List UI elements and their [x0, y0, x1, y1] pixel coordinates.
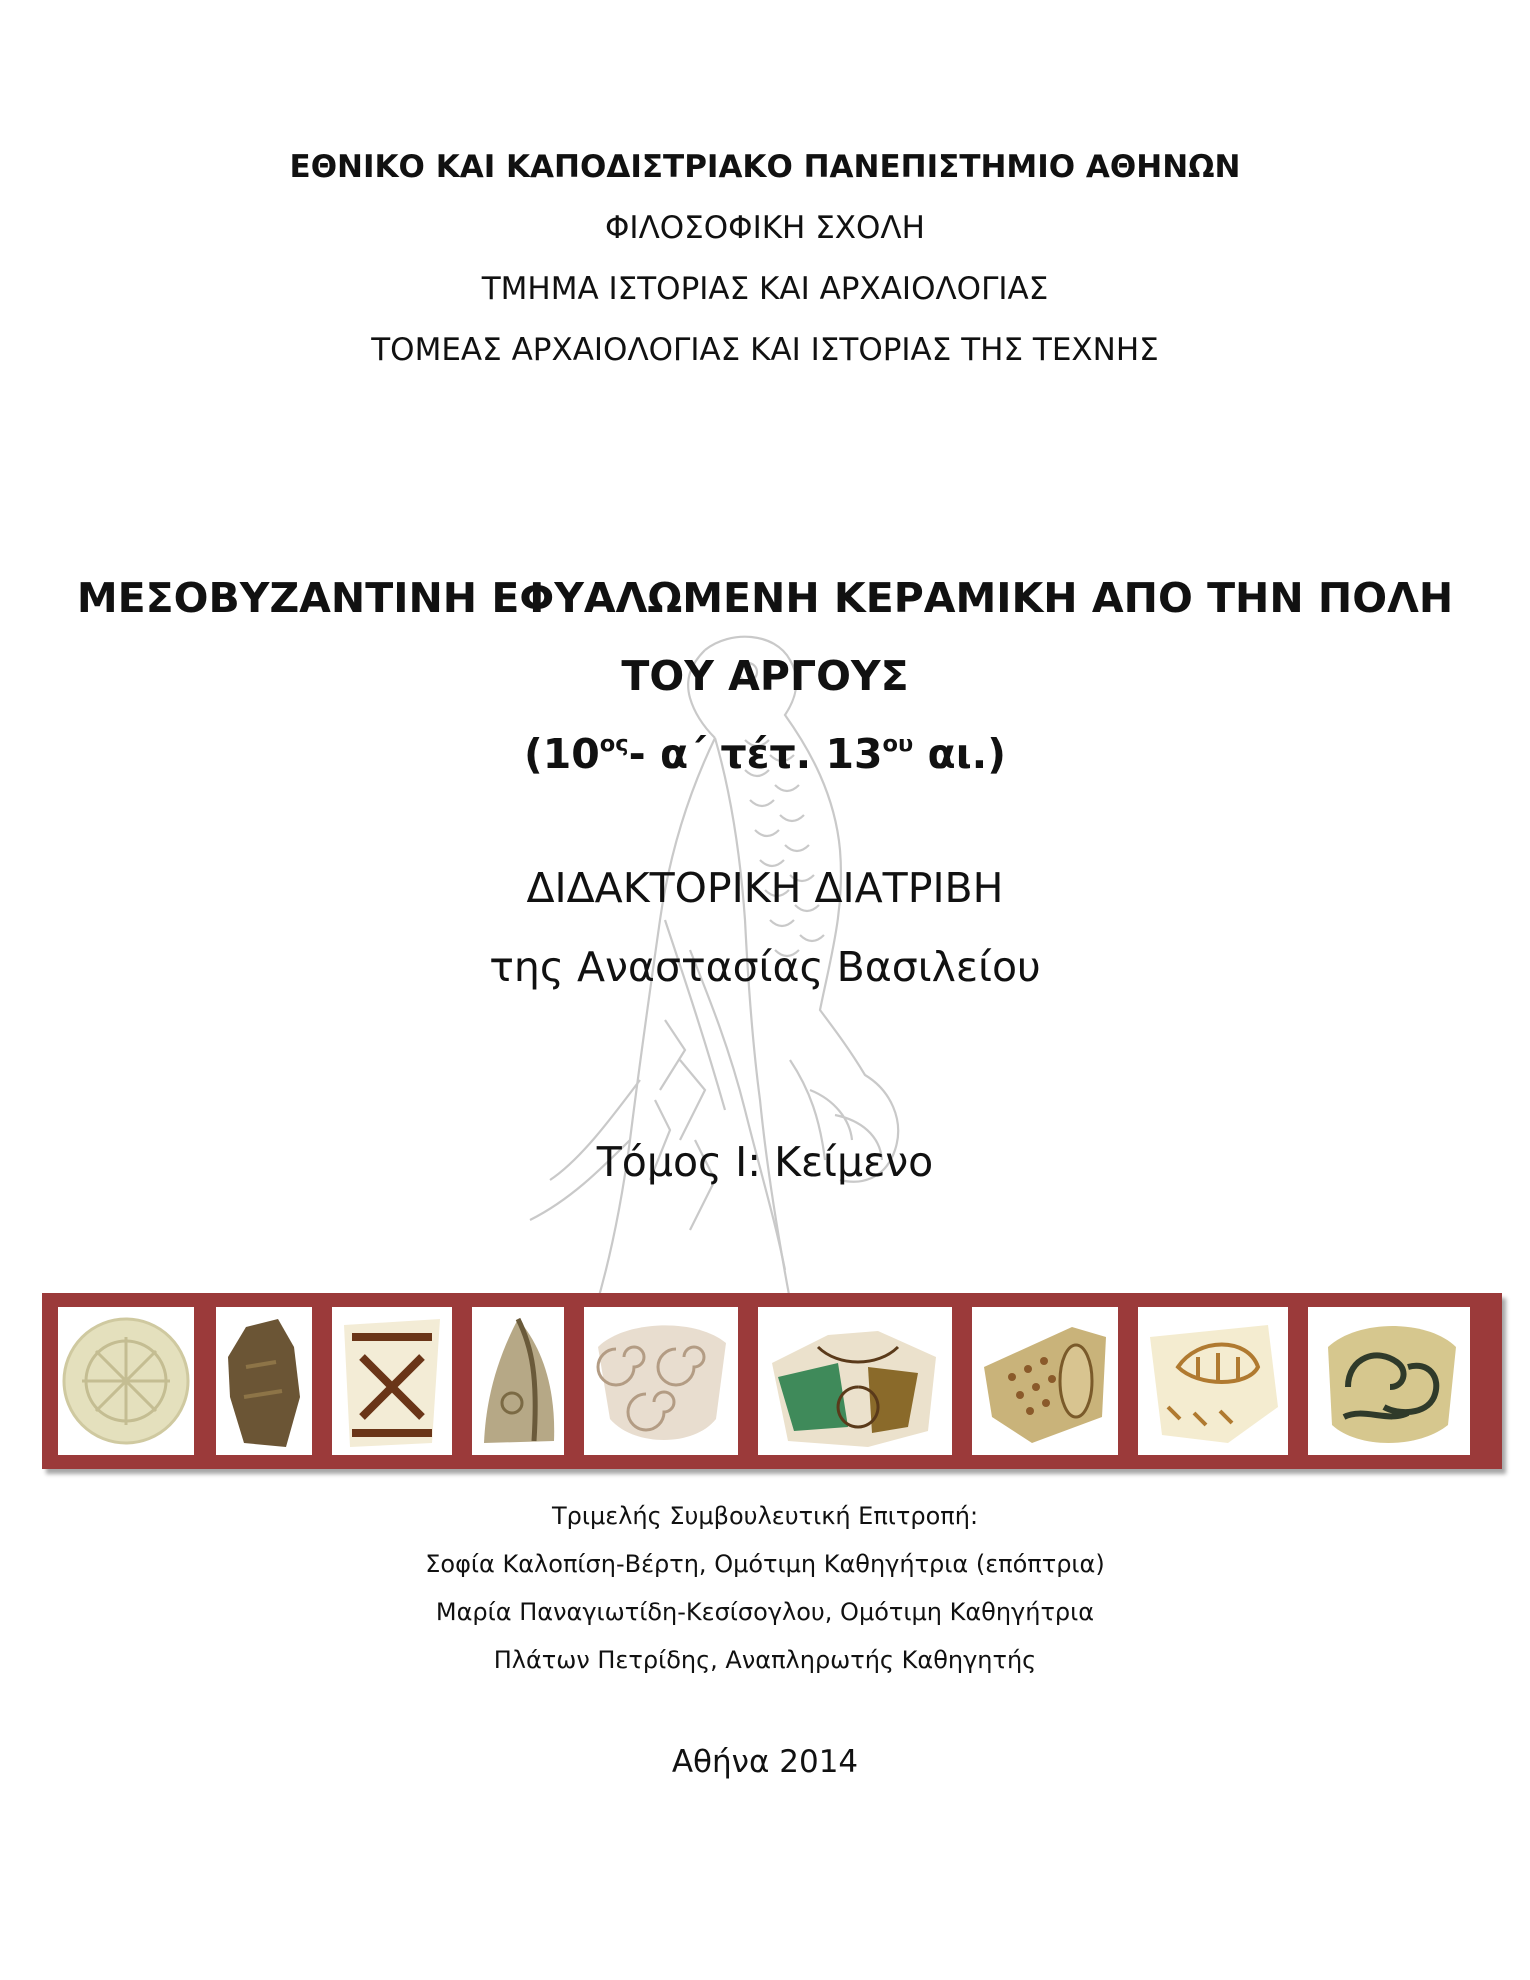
school-name: ΦΙΛΟΣΟΦΙΚΗ ΣΧΟΛΗ [605, 210, 925, 246]
thesis-title-line2: ΤΟΥ ΑΡΓΟΥΣ [621, 652, 909, 700]
sherd-image-4 [472, 1307, 564, 1455]
sherd-image-2 [216, 1307, 312, 1455]
period-close: αι.) [913, 730, 1006, 778]
period-sup1: ος [599, 731, 629, 758]
committee-member-1: Σοφία Καλοπίση-Βέρτη, Ομότιμη Καθηγήτρια (επόπτρια) [425, 1550, 1105, 1578]
sherd-image-5 [584, 1307, 738, 1455]
sherd-image-8 [1138, 1307, 1288, 1455]
thesis-period [0, 730, 1530, 778]
period-open: (10 [524, 730, 600, 778]
pottery-images-strip [42, 1293, 1502, 1469]
sherd-image-6 [758, 1307, 952, 1455]
sherd-image-1 [58, 1307, 194, 1455]
period-sup2: ου [882, 731, 914, 758]
place-and-date: Αθήνα 2014 [671, 1744, 859, 1780]
sherd-image-7 [972, 1307, 1118, 1455]
thesis-type: ΔΙΔΑΚΤΟΡΙΚΗ ΔΙΑΤΡΙΒΗ [526, 864, 1004, 912]
university-name: ΕΘΝΙΚΟ ΚΑΙ ΚΑΠΟΔΙΣΤΡΙΑΚΟ ΠΑΝΕΠΙΣΤΗΜΙΟ ΑΘΗΝΩΝ [289, 149, 1241, 185]
sherd-image-3 [332, 1307, 452, 1455]
sherd-image-9 [1308, 1307, 1470, 1455]
committee-heading: Τριμελής Συμβουλευτική Επιτροπή: [551, 1502, 979, 1530]
department-name: ΤΜΗΜΑ ΙΣΤΟΡΙΑΣ ΚΑΙ ΑΡΧΑΙΟΛΟΓΙΑΣ [481, 271, 1049, 307]
thesis-author: της Αναστασίας Βασιλείου [489, 943, 1041, 991]
period-mid: - α΄ τέτ. 13 [628, 730, 883, 778]
committee-member-2: Μαρία Παναγιωτίδη-Κεσίσογλου, Ομότιμη Καθηγήτρια [435, 1598, 1095, 1626]
committee-member-3: Πλάτων Πετρίδης, Αναπληρωτής Καθηγητής [493, 1646, 1037, 1674]
thesis-title-line1: ΜΕΣΟΒΥΖΑΝΤΙΝΗ ΕΦΥΑΛΩΜΕΝΗ ΚΕΡΑΜΙΚΗ ΑΠΟ ΤΗΝ ΠΟΛΗ [76, 574, 1454, 622]
thesis-volume: Τόμος Ι: Κείμενο [596, 1138, 934, 1186]
sector-name: ΤΟΜΕΑΣ ΑΡΧΑΙΟΛΟΓΙΑΣ ΚΑΙ ΙΣΤΟΡΙΑΣ ΤΗΣ ΤΕΧΝΗΣ [371, 332, 1159, 368]
